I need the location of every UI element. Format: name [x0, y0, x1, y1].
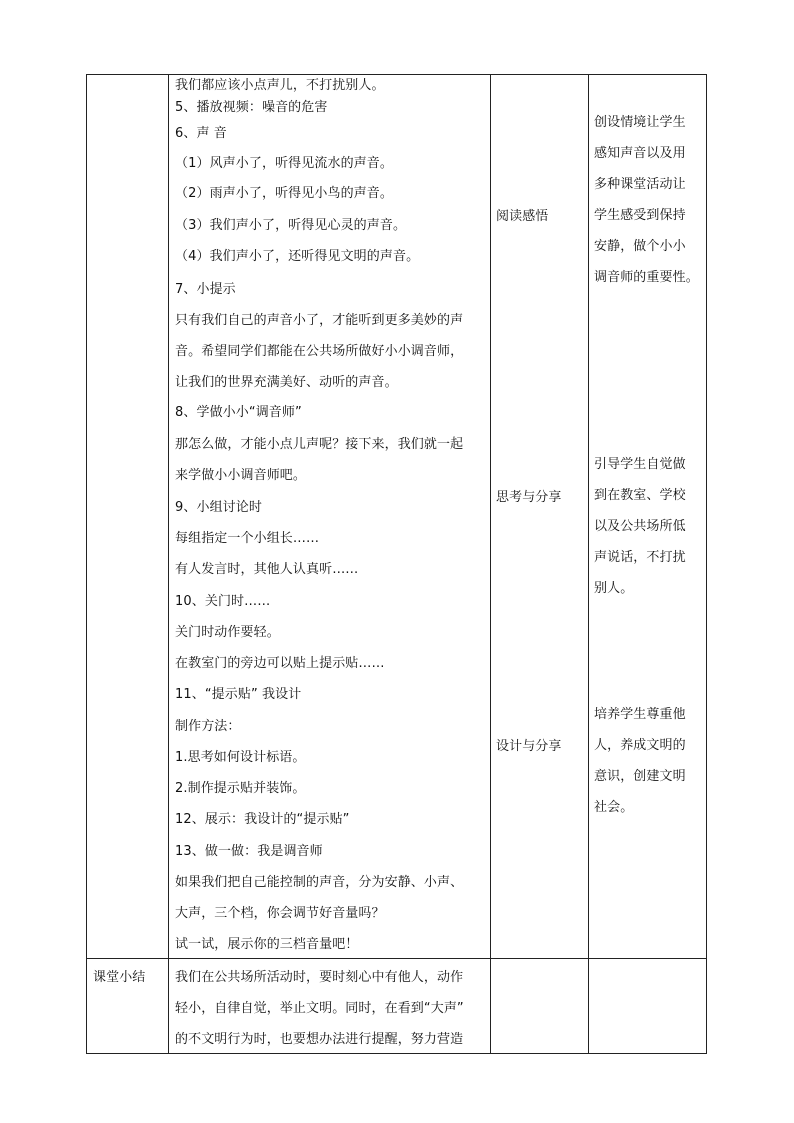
table-border-right [706, 74, 707, 1054]
column-divider-3 [588, 74, 589, 1054]
content-line: 音。希望同学们都能在公共场所做好小小调音师， [175, 344, 464, 359]
intent-line: 引导学生自觉做 [594, 457, 686, 472]
content-line: 试一试，展示你的三档音量吧！ [175, 937, 359, 952]
content-line: 1.思考如何设计标语。 [175, 750, 306, 765]
content-line: 我们都应该小点声儿，不打扰别人。 [175, 78, 385, 93]
intent-line: 社会。 [594, 800, 634, 815]
content-line: 那怎么做，才能小点儿声呢？接下来，我们就一起 [175, 437, 464, 452]
content-line: 来学做小小调音师吧。 [175, 468, 307, 483]
intent-line: 安静，做个小小 [594, 239, 686, 254]
intent-line: 到在教室、学校 [594, 488, 686, 503]
summary-line: 我们在公共场所活动时，要时刻心中有他人，动作 [175, 970, 464, 985]
content-line: 制作方法： [175, 719, 241, 734]
content-line: （3）我们声小了，听得见心灵的声音。 [175, 218, 407, 233]
column-divider-1 [168, 74, 169, 1054]
intent-line: 以及公共场所低 [594, 519, 686, 534]
activity-label: 设计与分享 [496, 739, 562, 754]
content-line: 在教室门的旁边可以贴上提示贴…… [175, 656, 385, 671]
intent-line: 人，养成文明的 [594, 738, 686, 753]
content-line: 8、学做小小“调音师” [175, 405, 302, 420]
content-line: 每组指定一个小组长…… [175, 531, 320, 546]
lesson-plan-table [86, 74, 707, 1054]
content-line: 10、关门时…… [175, 594, 271, 609]
intent-line: 别人。 [594, 581, 634, 596]
intent-line: 感知声音以及用 [594, 146, 686, 161]
content-line: 如果我们把自己能控制的声音，分为安静、小声、 [175, 875, 464, 890]
content-line: 只有我们自己的声音小了，才能听到更多美妙的声 [175, 313, 464, 328]
intent-line: 培养学生尊重他 [594, 707, 686, 722]
content-line: 12、展示：我设计的“提示贴” [175, 812, 350, 827]
content-line: （1）风声小了，听得见流水的声音。 [175, 156, 393, 171]
row-divider [86, 958, 707, 959]
content-line: 6、声 音 [175, 126, 227, 141]
content-line: 9、小组讨论时 [175, 500, 262, 515]
content-line: 让我们的世界充满美好、动听的声音。 [175, 375, 398, 390]
content-line: 5、播放视频：噪音的危害 [175, 100, 328, 115]
table-border-top [86, 74, 707, 75]
content-line: （2）雨声小了，听得见小鸟的声音。 [175, 186, 393, 201]
summary-line: 轻小，自律自觉，举止文明。同时，在看到“大声” [175, 1001, 464, 1016]
intent-line: 多种课堂活动让 [594, 177, 686, 192]
activity-label: 思考与分享 [496, 490, 562, 505]
table-border-left [86, 74, 87, 1054]
content-line: 大声，三个档，你会调节好音量吗？ [175, 906, 385, 921]
content-line: 有人发言时，其他人认真听…… [175, 562, 359, 577]
content-line: 7、小提示 [175, 282, 236, 297]
summary-line: 的不文明行为时，也要想办法进行提醒，努力营造 [175, 1032, 464, 1047]
table-border-bottom [86, 1053, 707, 1054]
content-line: 11、“提示贴” 我设计 [175, 687, 302, 702]
column-divider-2 [490, 74, 491, 1054]
intent-line: 创设情境让学生 [594, 115, 686, 130]
intent-line: 学生感受到保持 [594, 208, 686, 223]
content-line: 关门时动作要轻。 [175, 625, 280, 640]
intent-line: 意识，创建文明 [594, 769, 686, 784]
intent-line: 声说话，不打扰 [594, 550, 686, 565]
activity-label: 阅读感悟 [496, 209, 549, 224]
content-line: 2.制作提示贴并装饰。 [175, 781, 306, 796]
content-line: （4）我们声小了，还听得见文明的声音。 [175, 249, 420, 264]
content-line: 13、做一做：我是调音师 [175, 844, 323, 859]
intent-line: 调音师的重要性。 [594, 270, 699, 285]
summary-label: 课堂小结 [93, 970, 146, 985]
